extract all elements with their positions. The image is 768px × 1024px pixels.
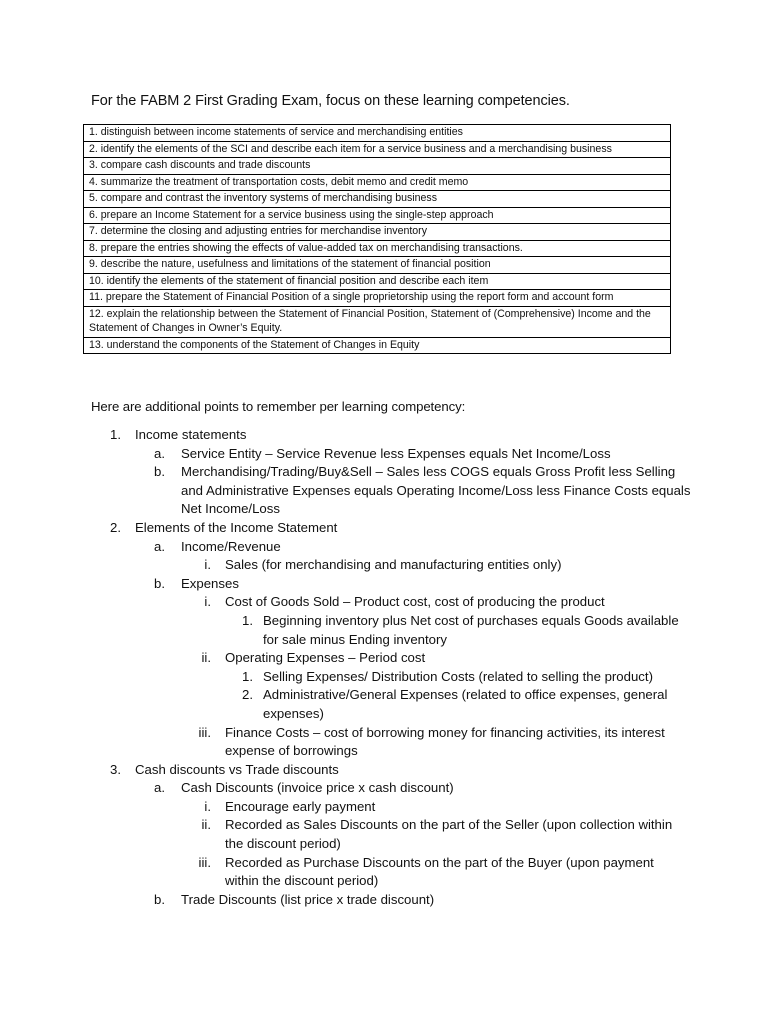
- table-cell: 2. identify the elements of the SCI and describe each item for a service business and a merchandising business: [84, 141, 671, 158]
- table-row: [84, 257, 671, 274]
- outline-marker: b.: [154, 891, 165, 907]
- outline-marker: iii.: [198, 854, 211, 870]
- outline-marker: i.: [204, 798, 211, 814]
- outline-text: Encourage early payment: [225, 798, 376, 814]
- outline-marker: 1.: [242, 612, 253, 628]
- outline-list: [91, 426, 691, 909]
- additional-points-heading: Here are additional points to remember per learning competency:: [91, 399, 466, 414]
- outline-text: Elements of the Income Statement: [135, 519, 338, 535]
- table-row: [84, 337, 671, 354]
- outline-text: Finance Costs – cost of borrowing money for financing activities, its interest expense of borrowings: [225, 724, 665, 759]
- outline-text: Cost of Goods Sold – Product cost, cost of producing the product: [225, 594, 605, 610]
- table-row: [84, 306, 671, 337]
- table-cell: 13. understand the components of the Statement of Changes in Equity: [84, 337, 671, 354]
- table-row: [84, 191, 671, 208]
- outline-item: [91, 854, 691, 891]
- table-cell: 6. prepare an Income Statement for a service business using the single-step approach: [84, 207, 671, 224]
- table-cell: 11. prepare the Statement of Financial Position of a single proprietorship using the report form and account form: [84, 290, 671, 307]
- outline-marker: 2.: [110, 519, 121, 535]
- outline-marker: 1.: [110, 427, 121, 442]
- outline-text: Cash Discounts (invoice price x cash discount): [181, 780, 454, 796]
- outline-item: [91, 445, 691, 464]
- outline-text: Expenses: [181, 575, 239, 591]
- table-cell: 1. distinguish between income statements of service and merchandising entities: [84, 125, 671, 142]
- outline-text: Income/Revenue: [181, 538, 281, 554]
- page-heading: For the FABM 2 First Grading Exam, focus on these learning competencies.: [91, 93, 570, 109]
- outline-item: [91, 519, 691, 538]
- outline-item: [91, 426, 691, 445]
- table-cell: 3. compare cash discounts and trade discounts: [84, 158, 671, 175]
- table-row: [84, 141, 671, 158]
- outline-text: Recorded as Sales Discounts on the part of the Seller (upon collection within the discount period): [225, 817, 673, 852]
- outline-text: Service Entity – Service Revenue less Expenses equals Net Income/Loss: [181, 445, 611, 461]
- table-cell: 8. prepare the entries showing the effects of value-added tax on merchandising transactions.: [84, 240, 671, 257]
- table-cell: 12. explain the relationship between the Statement of Financial Position, Statement of (Comprehensive) Income and the Statement of Changes in Owner’s Equity.: [84, 306, 671, 337]
- outline-item: [91, 593, 691, 612]
- table-row: [84, 224, 671, 241]
- outline-marker: i.: [204, 594, 211, 610]
- outline-text: Income statements: [135, 427, 247, 442]
- outline-marker: ii.: [201, 650, 211, 666]
- table-row: [84, 290, 671, 307]
- table-cell: 5. compare and contrast the inventory systems of merchandising business: [84, 191, 671, 208]
- outline-text: Trade Discounts (list price x trade discount): [181, 891, 435, 907]
- outline-item: [91, 463, 691, 519]
- outline-marker: i.: [204, 557, 211, 573]
- outline-item: [91, 779, 691, 798]
- outline-item: [91, 724, 691, 761]
- table-row: [84, 240, 671, 257]
- outline-marker: a.: [154, 445, 165, 461]
- outline-text: Beginning inventory plus Net cost of purchases equals Goods available for sale minus Ending inventory: [263, 612, 679, 647]
- outline-item: [91, 891, 691, 910]
- table-row: [84, 207, 671, 224]
- outline-item: [91, 668, 691, 687]
- outline-marker: 3.: [110, 761, 121, 777]
- outline-item: [91, 556, 691, 575]
- outline-item: [91, 538, 691, 557]
- outline-marker: b.: [154, 464, 165, 480]
- outline-marker: 1.: [242, 668, 253, 684]
- outline-item: [91, 575, 691, 594]
- table-cell: 10. identify the elements of the statement of financial position and describe each item: [84, 273, 671, 290]
- outline-marker: iii.: [198, 724, 211, 740]
- table-cell: 7. determine the closing and adjusting entries for merchandise inventory: [84, 224, 671, 241]
- table-cell: 9. describe the nature, usefulness and limitations of the statement of financial position: [84, 257, 671, 274]
- outline-marker: ii.: [201, 817, 211, 833]
- outline-item: [91, 612, 691, 649]
- outline-text: Recorded as Purchase Discounts on the part of the Buyer (upon payment within the discount period): [225, 854, 654, 889]
- outline-text: Selling Expenses/ Distribution Costs (related to selling the product): [263, 668, 653, 684]
- outline-item: [91, 798, 691, 817]
- competencies-table: [83, 124, 671, 354]
- outline-marker: a.: [154, 780, 165, 796]
- outline-text: Cash discounts vs Trade discounts: [135, 761, 339, 777]
- outline-item: [91, 761, 691, 780]
- table-row: [84, 125, 671, 142]
- outline-marker: a.: [154, 538, 165, 554]
- outline-text: Operating Expenses – Period cost: [225, 650, 426, 666]
- table-row: [84, 174, 671, 191]
- outline-text: Sales (for merchandising and manufacturing entities only): [225, 557, 562, 573]
- table-row: [84, 273, 671, 290]
- outline-item: [91, 816, 691, 853]
- outline-text: Administrative/General Expenses (related to office expenses, general expenses): [263, 687, 668, 721]
- table-row: [84, 158, 671, 175]
- outline-text: Merchandising/Trading/Buy&Sell – Sales less COGS equals Gross Profit less Selling and Administrative Expenses equals Operating Income/Loss less Finance Costs equals Net Income/Loss: [181, 464, 691, 517]
- outline-item: [91, 649, 691, 668]
- table-cell: 4. summarize the treatment of transportation costs, debit memo and credit memo: [84, 174, 671, 191]
- outline-item: [91, 686, 691, 723]
- outline-marker: b.: [154, 575, 165, 591]
- outline-marker: 2.: [242, 687, 253, 703]
